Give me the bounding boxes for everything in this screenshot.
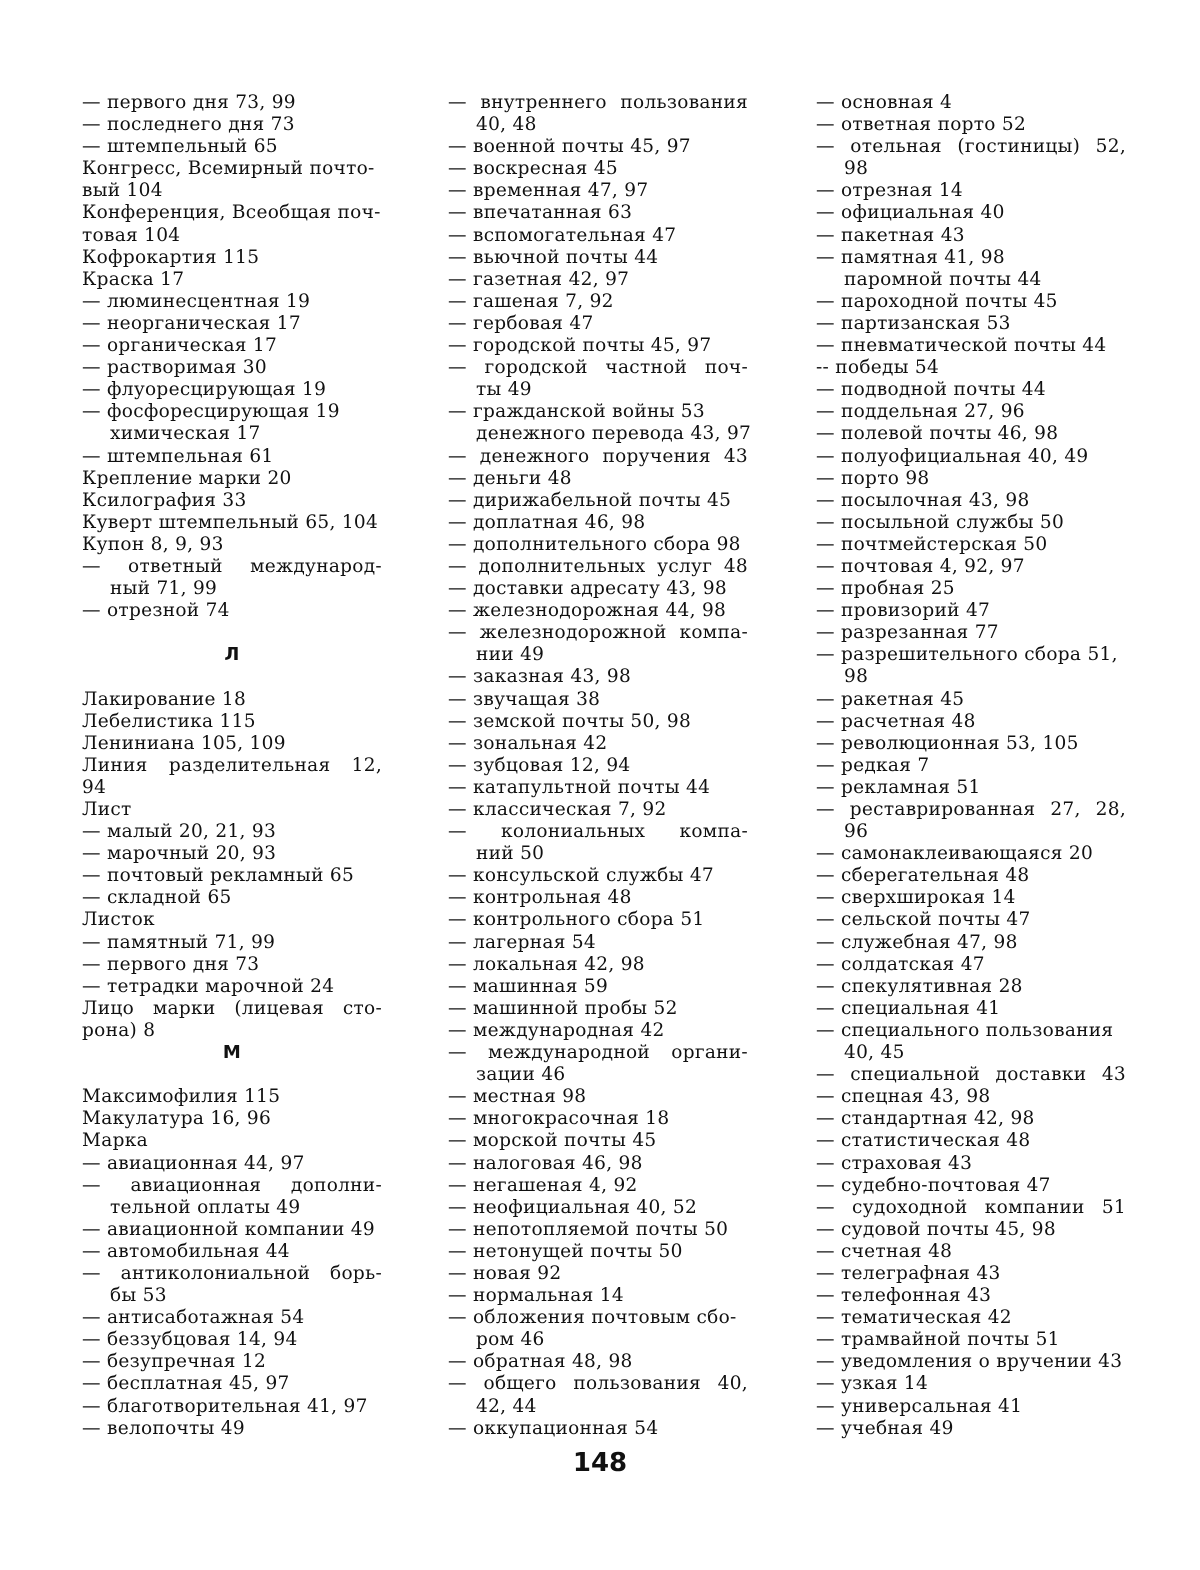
- index-entry: — железнодорожная 44, 98: [448, 600, 727, 622]
- index-entry: — гражданской войны 53: [448, 401, 705, 423]
- index-entry: — телефонная 43: [816, 1285, 992, 1307]
- index-entry: тельной оплаты 49: [110, 1196, 301, 1218]
- index-entry: — революционная 53, 105: [816, 732, 1079, 754]
- index-entry: — дирижабельной почты 45: [448, 489, 732, 511]
- index-entry: рона) 8: [82, 1019, 156, 1041]
- index-entry: — лагерная 54: [448, 931, 596, 953]
- index-entry: — складной 65: [82, 887, 232, 909]
- index-entry: — городской частной поч-: [448, 357, 748, 379]
- index-entry: ний 50: [476, 843, 545, 865]
- index-entry: — временная 47, 97: [448, 180, 649, 202]
- index-entry: — вьючной почты 44: [448, 246, 659, 268]
- index-entry: Лакирование 18: [82, 688, 247, 710]
- index-entry: — памятная 41, 98: [816, 246, 1005, 268]
- index-entry: — консульской службы 47: [448, 865, 714, 887]
- index-entry: — органическая 17: [82, 335, 278, 357]
- index-entry: — антиколониальной борь-: [82, 1262, 382, 1284]
- index-entry: Лицо марки (лицевая сто-: [82, 997, 382, 1019]
- index-entry: — заказная 43, 98: [448, 666, 632, 688]
- index-entry: ный 71, 99: [110, 578, 218, 600]
- index-column-3: [816, 92, 1126, 1440]
- index-entry: — уведомления о вручении 43: [816, 1351, 1123, 1373]
- index-entry: — оккупационная 54: [448, 1417, 659, 1439]
- index-entry: — разрешительного сбора 51,: [816, 644, 1118, 666]
- index-entry: — деньги 48: [448, 467, 572, 489]
- index-entry: — сверхширокая 14: [816, 887, 1016, 909]
- section-letter: М: [222, 1042, 242, 1064]
- index-entry: — неорганическая 17: [82, 312, 301, 334]
- index-entry: — внутреннего пользования: [448, 92, 748, 113]
- index-entry: — партизанская 53: [816, 312, 1011, 334]
- index-entry: — авиационная дополни-: [82, 1174, 382, 1196]
- index-entry: — судебно-почтовая 47: [816, 1174, 1051, 1196]
- index-entry: — тетрадки марочной 24: [82, 975, 335, 997]
- index-entry: 40, 45: [844, 1042, 905, 1064]
- index-entry: паромной почты 44: [844, 268, 1042, 290]
- index-entry: — почтмейстерская 50: [816, 533, 1048, 555]
- index-entry: Лебелистика 115: [82, 710, 256, 732]
- index-entry: — безупречная 12: [82, 1351, 267, 1373]
- index-entry: — вспомогательная 47: [448, 224, 677, 246]
- index-entry: — реставрированная 27, 28,: [816, 799, 1126, 820]
- index-entry: — велопочты 49: [82, 1417, 245, 1439]
- index-entry: — ответный международ-: [82, 555, 382, 577]
- index-entry: — бесплатная 45, 97: [82, 1373, 290, 1395]
- index-entry: — денежного поручения 43: [448, 445, 748, 467]
- spacer: [82, 666, 382, 688]
- index-entry: — пробная 25: [816, 578, 955, 600]
- index-entry: — пароходной почты 45: [816, 290, 1058, 312]
- index-entry: — непотопляемой почты 50: [448, 1218, 729, 1240]
- index-entry: — авиационная 44, 97: [82, 1152, 305, 1174]
- index-entry: — солдатская 47: [816, 953, 985, 975]
- index-entry: — катапультной почты 44: [448, 776, 711, 798]
- index-entry: — пакетная 43: [816, 224, 965, 246]
- index-entry: — узкая 14: [816, 1373, 929, 1395]
- index-entry: — почтовая 4, 92, 97: [816, 555, 1025, 577]
- index-entry: — автомобильная 44: [82, 1240, 290, 1262]
- index-entry: — малый 20, 21, 93: [82, 821, 277, 843]
- index-entry: вый 104: [82, 180, 163, 202]
- index-entry: — универсальная 41: [816, 1395, 1023, 1417]
- index-entry: Максимофилия 115: [82, 1086, 281, 1108]
- index-entry: — самонаклеивающаяся 20: [816, 843, 1094, 865]
- index-entry: — международная 42: [448, 1019, 665, 1041]
- index-entry: — звучащая 38: [448, 688, 601, 710]
- index-entry: — пневматической почты 44: [816, 335, 1107, 357]
- index-entry: — последнего дня 73: [82, 114, 295, 136]
- index-entry: — нормальная 14: [448, 1285, 624, 1307]
- index-entry: Кофрокартия 115: [82, 246, 260, 268]
- spacer: [82, 1064, 382, 1086]
- index-entry: Куверт штемпельный 65, 104: [82, 511, 379, 533]
- index-entry: Крепление марки 20: [82, 467, 292, 489]
- index-entry: — телеграфная 43: [816, 1262, 1001, 1284]
- index-entry: бы 53: [110, 1285, 167, 1307]
- index-entry: — негашеная 4, 92: [448, 1174, 638, 1196]
- index-entry: 40, 48: [476, 114, 537, 136]
- index-entry: — специального пользования: [816, 1019, 1114, 1041]
- index-entry: — посылочная 43, 98: [816, 489, 1030, 511]
- index-entry: — авиационной компании 49: [82, 1218, 375, 1240]
- index-entry: — расчетная 48: [816, 710, 976, 732]
- index-entry: — нетонущей почты 50: [448, 1240, 683, 1262]
- index-entry: — первого дня 73, 99: [82, 92, 296, 113]
- index-entry: — ответная порто 52: [816, 114, 1027, 136]
- page-number: 148: [572, 1448, 628, 1478]
- index-entry: — отрезная 14: [816, 180, 963, 202]
- index-entry: — штемпельная 61: [82, 445, 274, 467]
- index-entry: — ракетная 45: [816, 688, 965, 710]
- index-entry: — классическая 7, 92: [448, 799, 667, 820]
- index-entry: нии 49: [476, 644, 545, 666]
- index-entry: — земской почты 50, 98: [448, 710, 692, 732]
- index-entry: ты 49: [476, 379, 532, 401]
- index-entry: — морской почты 45: [448, 1130, 657, 1152]
- index-entry: Листок: [82, 909, 155, 931]
- index-entry: — контрольного сбора 51: [448, 909, 705, 931]
- index-entry: — судоходной компании 51: [816, 1196, 1126, 1218]
- index-entry: — полуофициальная 40, 49: [816, 445, 1089, 467]
- index-entry: — доплатная 46, 98: [448, 511, 646, 533]
- index-entry: — рекламная 51: [816, 776, 981, 798]
- index-entry: — общего пользования 40,: [448, 1373, 748, 1395]
- index-entry: — специальная 41: [816, 997, 1001, 1019]
- index-entry: — учебная 49: [816, 1417, 954, 1439]
- index-entry: — подводной почты 44: [816, 379, 1046, 401]
- index-entry: — посыльной службы 50: [816, 511, 1065, 533]
- index-entry: — штемпельный 65: [82, 136, 278, 158]
- section-letter: Л: [224, 644, 240, 666]
- index-entry: — спецная 43, 98: [816, 1086, 991, 1108]
- index-entry: — сберегательная 48: [816, 865, 1030, 887]
- index-entry: — новая 92: [448, 1262, 562, 1284]
- index-entry: -- победы 54: [816, 357, 940, 379]
- index-entry: — сельской почты 47: [816, 909, 1031, 931]
- index-entry: товая 104: [82, 224, 181, 246]
- index-entry: — страховая 43: [816, 1152, 973, 1174]
- index-entry: — контрольная 48: [448, 887, 632, 909]
- index-entry: — почтовый рекламный 65: [82, 865, 355, 887]
- index-entry: — дополнительных услуг 48: [448, 555, 748, 577]
- index-entry: Лист: [82, 799, 132, 820]
- index-entry: — редкая 7: [816, 754, 930, 776]
- index-entry: — отельная (гостиницы) 52,: [816, 136, 1126, 158]
- index-entry: — военной почты 45, 97: [448, 136, 691, 158]
- index-entry: — впечатанная 63: [448, 202, 633, 224]
- index-entry: — железнодорожной компа-: [448, 622, 748, 644]
- index-entry: — полевой почты 46, 98: [816, 423, 1059, 445]
- index-entry: — благотворительная 41, 97: [82, 1395, 368, 1417]
- index-entry: — служебная 47, 98: [816, 931, 1018, 953]
- index-entry: 94: [82, 776, 107, 798]
- index-entry: — обложения почтовым сбо-: [448, 1307, 737, 1329]
- index-entry: — газетная 42, 97: [448, 268, 630, 290]
- index-entry: — локальная 42, 98: [448, 953, 645, 975]
- index-entry: — зональная 42: [448, 732, 608, 754]
- index-entry: — городской почты 45, 97: [448, 335, 712, 357]
- index-column-2: [448, 92, 752, 1440]
- index-entry: 96: [844, 821, 869, 843]
- index-entry: — спекулятивная 28: [816, 975, 1023, 997]
- index-entry: Конгресс, Всемирный почто-: [82, 158, 375, 180]
- index-entry: — гербовая 47: [448, 312, 594, 334]
- index-entry: Купон 8, 9, 93: [82, 533, 224, 555]
- index-entry: — разрезанная 77: [816, 622, 999, 644]
- index-entry: Лениниана 105, 109: [82, 732, 286, 754]
- index-entry: — обратная 48, 98: [448, 1351, 633, 1373]
- index-entry: Краска 17: [82, 268, 185, 290]
- index-entry: — счетная 48: [816, 1240, 953, 1262]
- index-entry: зации 46: [476, 1064, 566, 1086]
- index-entry: — зубцовая 12, 94: [448, 754, 631, 776]
- index-entry: Ксилография 33: [82, 489, 247, 511]
- index-entry: — налоговая 46, 98: [448, 1152, 643, 1174]
- index-entry: — многокрасочная 18: [448, 1108, 670, 1130]
- index-entry: — местная 98: [448, 1086, 587, 1108]
- index-entry: — судовой почты 45, 98: [816, 1218, 1056, 1240]
- index-entry: — растворимая 30: [82, 357, 267, 379]
- index-entry: — машинная 59: [448, 975, 609, 997]
- index-entry: — беззубцовая 14, 94: [82, 1329, 298, 1351]
- index-entry: — колониальных компа-: [448, 821, 748, 843]
- index-entry: — трамвайной почты 51: [816, 1329, 1060, 1351]
- index-entry: ром 46: [476, 1329, 545, 1351]
- index-entry: — люминесцентная 19: [82, 290, 311, 312]
- index-entry: — официальная 40: [816, 202, 1005, 224]
- index-entry: 98: [844, 158, 869, 180]
- index-entry: — марочный 20, 93: [82, 843, 277, 865]
- index-entry: — международной органи-: [448, 1042, 748, 1064]
- index-entry: — специальной доставки 43: [816, 1064, 1126, 1086]
- index-entry: — поддельная 27, 96: [816, 401, 1025, 423]
- index-entry: — памятный 71, 99: [82, 931, 276, 953]
- index-entry: Марка: [82, 1130, 148, 1152]
- index-entry: — отрезной 74: [82, 600, 230, 622]
- index-entry: — основная 4: [816, 92, 953, 113]
- index-entry: — стандартная 42, 98: [816, 1108, 1035, 1130]
- index-entry: — воскресная 45: [448, 158, 618, 180]
- index-entry: — провизорий 47: [816, 600, 991, 622]
- index-entry: 98: [844, 666, 869, 688]
- index-entry: — дополнительного сбора 98: [448, 533, 741, 555]
- index-entry: Макулатура 16, 96: [82, 1108, 272, 1130]
- index-entry: 42, 44: [476, 1395, 537, 1417]
- index-entry: — флуоресцирующая 19: [82, 379, 327, 401]
- index-entry: — тематическая 42: [816, 1307, 1012, 1329]
- index-entry: — доставки адресату 43, 98: [448, 578, 727, 600]
- spacer: [82, 622, 382, 644]
- index-entry: Линия разделительная 12,: [82, 754, 382, 776]
- index-entry: — порто 98: [816, 467, 930, 489]
- index-entry: денежного перевода 43, 97: [476, 423, 752, 445]
- index-entry: — фосфоресцирующая 19: [82, 401, 340, 423]
- index-column-1: [82, 92, 382, 1440]
- index-entry: Конференция, Всеобщая поч-: [82, 202, 381, 224]
- index-entry: — неофициальная 40, 52: [448, 1196, 698, 1218]
- index-entry: — статистическая 48: [816, 1130, 1031, 1152]
- index-entry: химическая 17: [110, 423, 261, 445]
- index-entry: — антисаботажная 54: [82, 1307, 305, 1329]
- index-entry: — первого дня 73: [82, 953, 260, 975]
- index-entry: — машинной пробы 52: [448, 997, 678, 1019]
- index-entry: — гашеная 7, 92: [448, 290, 614, 312]
